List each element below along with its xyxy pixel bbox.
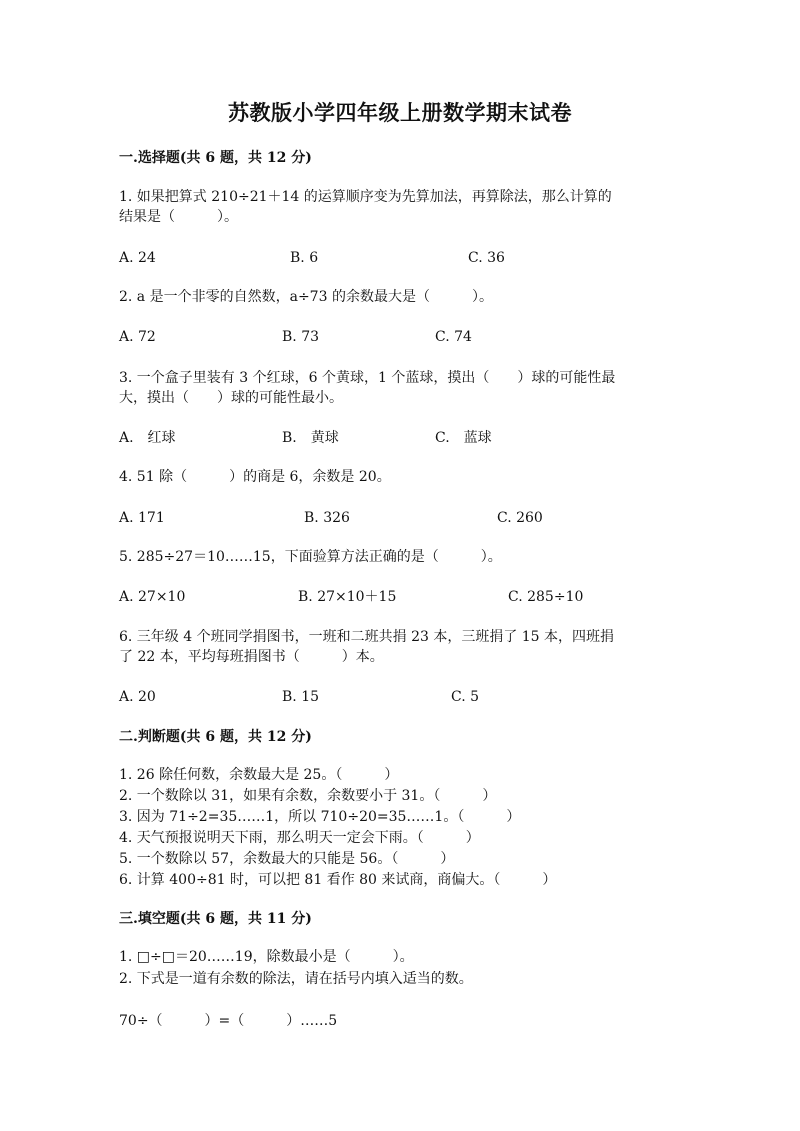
judgement-item-4: 4. 天气预报说明天下雨，那么明天一定会下雨。（ ） [119, 830, 480, 846]
question-6-line-2: 了 22 本，平均每班捐图书（ ）本。 [119, 649, 384, 665]
page-title: 苏教版小学四年级上册数学期末试卷 [228, 100, 572, 125]
question-4-option-b: B. 326 [304, 510, 350, 526]
question-6-option-a: A. 20 [119, 689, 156, 705]
question-5-option-c: C. 285÷10 [508, 589, 584, 605]
question-6-line-1: 6. 三年级 4 个班同学捐图书，一班和二班共捐 23 本，三班捐了 15 本，四班捐 [119, 629, 615, 645]
question-1-line-2: 结果是（ ）。 [119, 209, 238, 225]
question-2-line-1: 2. a 是一个非零的自然数，a÷73 的余数最大是（ ）。 [119, 289, 493, 305]
question-6-option-c: C. 5 [451, 689, 480, 705]
question-2-option-c: C. 74 [435, 329, 472, 345]
judgement-item-5: 5. 一个数除以 57，余数最大的只能是 56。（ ） [119, 851, 455, 867]
judgement-item-1: 1. 26 除任何数，余数最大是 25。（ ） [119, 767, 399, 783]
question-3-line-2: 大，摸出（ ）球的可能性最小。 [119, 390, 343, 406]
question-4-option-a: A. 171 [119, 510, 165, 526]
question-3-line-1: 3. 一个盒子里装有 3 个红球，6 个黄球，1 个蓝球，摸出（ ）球的可能性最 [119, 370, 616, 386]
question-1-line-1: 1. 如果把算式 210÷21＋14 的运算顺序变为先算加法，再算除法，那么计算的 [119, 189, 612, 205]
question-2-option-b: B. 73 [282, 329, 320, 345]
fill-in-equation: 70÷（ ）=（ ）……5 [119, 1013, 338, 1029]
fill-in-item-1: 1. □÷□＝20……19，除数最小是（ ）。 [119, 949, 414, 965]
judgement-item-6: 6. 计算 400÷81 时，可以把 81 看作 80 来试商，商偏大。（ ） [119, 872, 557, 888]
question-1-option-a: A. 24 [119, 250, 156, 266]
question-3-option-a: A. 红球 [119, 430, 176, 446]
judgement-item-3: 3. 因为 71÷2=35……1，所以 710÷20=35……1。（ ） [119, 809, 521, 825]
question-5-line-1: 5. 285÷27＝10……15，下面验算方法正确的是（ ）。 [119, 549, 502, 565]
question-1-option-b: B. 6 [290, 250, 319, 266]
question-5-option-a: A. 27×10 [119, 589, 186, 605]
question-3-option-b: B. 黄球 [282, 430, 339, 446]
question-1-option-c: C. 36 [468, 250, 505, 266]
fill-in-item-2: 2. 下式是一道有余数的除法，请在括号内填入适当的数。 [119, 971, 473, 987]
section-heading-choice: 一.选择题(共 6 题，共 12 分) [119, 150, 312, 166]
question-4-option-c: C. 260 [497, 510, 543, 526]
question-3-option-c: C. 蓝球 [435, 430, 492, 446]
section-heading-fill-in: 三.填空题(共 6 题，共 11 分) [119, 911, 312, 927]
question-2-option-a: A. 72 [119, 329, 156, 345]
question-6-option-b: B. 15 [282, 689, 320, 705]
judgement-item-2: 2. 一个数除以 31，如果有余数，余数要小于 31。（ ） [119, 788, 497, 804]
question-4-line-1: 4. 51 除（ ）的商是 6，余数是 20。 [119, 469, 391, 485]
question-5-option-b: B. 27×10＋15 [298, 589, 397, 605]
section-heading-judgement: 二.判断题(共 6 题，共 12 分) [119, 729, 312, 745]
